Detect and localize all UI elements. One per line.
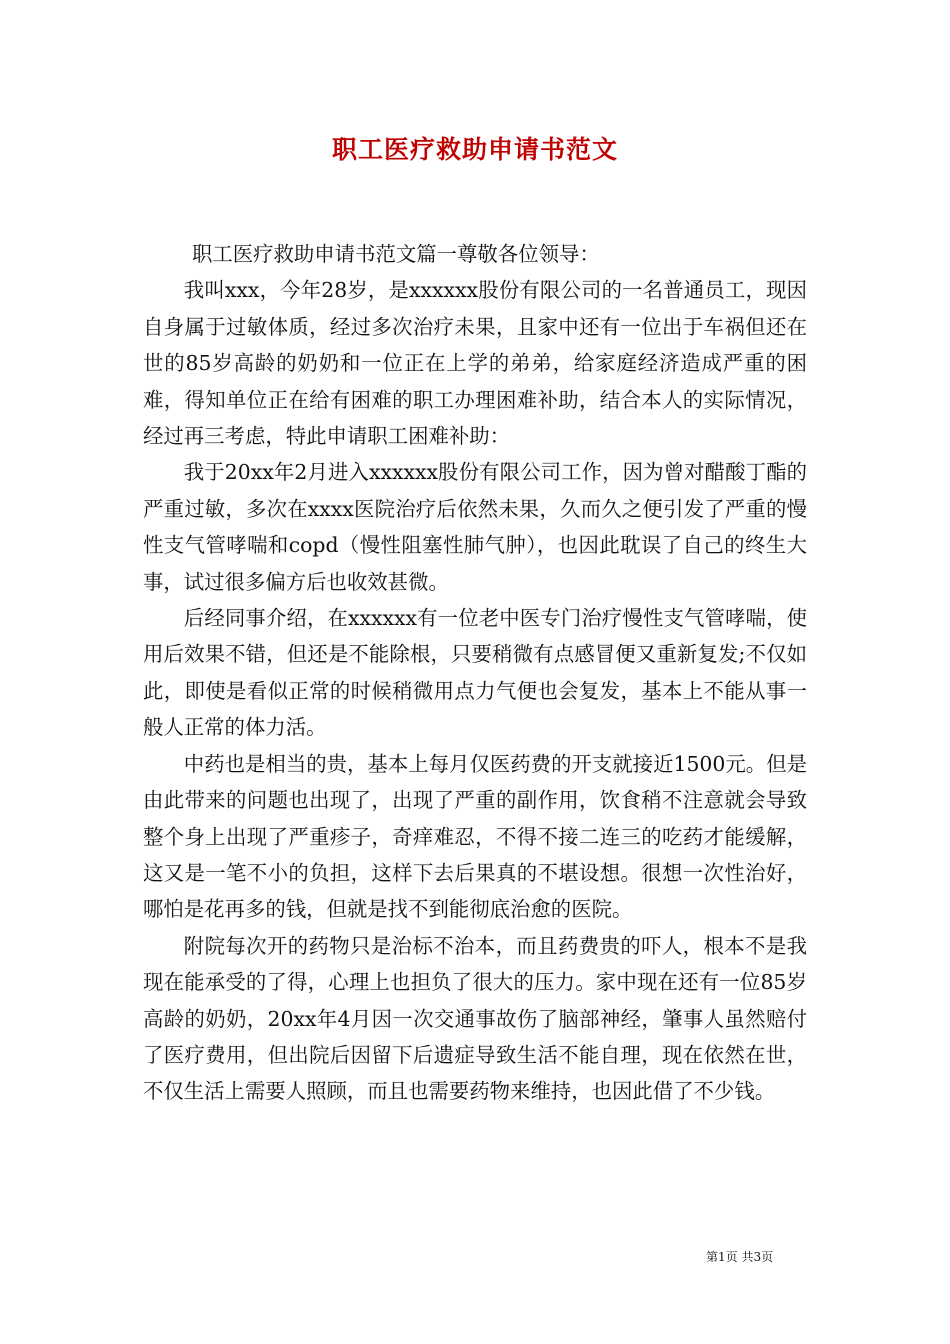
body-paragraph: 我叫xxx，今年28岁，是xxxxxx股份有限公司的一名普通员工，现因自身属于过敏体质，经过多次治疗未果，且家中还有一位出于车祸但还在世的85岁高龄的奶奶和一位正在上学的弟弟，给家庭经济造成严重的困难，得知单位正在给有困难的职工办理困难补助，结合本人的实际情况，经过再三考虑，特此申请职工困难补助： <box>143 278 807 449</box>
opening-paragraph: 职工医疗救助申请书范文篇一尊敬各位领导： <box>191 242 600 266</box>
body-paragraph: 后经同事介绍，在xxxxxx有一位老中医专门治疗慢性支气管哮喘，使用后效果不错，但还是不能除根，只要稍微有点感冒便又重新复发;不仅如此，即使是看似正常的时候稍微用点力气便也会复发，基本上不能从事一般人正常的体力活。 <box>143 606 807 740</box>
document-body <box>143 236 807 1110</box>
body-paragraph: 我于20xx年2月进入xxxxxx股份有限公司工作，因为曾对醋酸丁酯的严重过敏，多次在xxxx医院治疗后依然未果，久而久之便引发了严重的慢性支气管哮喘和copd（慢性阻塞性肺气肿），也因此耽误了自己的终生大事，试过很多偏方后也收效甚微。 <box>143 460 807 594</box>
body-paragraph: 中药也是相当的贵，基本上每月仅医药费的开支就接近1500元。但是由此带来的问题也出现了，出现了严重的副作用，饮食稍不注意就会导致整个身上出现了严重疹子，奇痒难忍，不得不接二连三的吃药才能缓解，这又是一笔不小的负担，这样下去后果真的不堪设想。很想一次性治好，哪怕是花再多的钱，但就是找不到能彻底治愈的医院。 <box>143 751 807 922</box>
body-paragraph: 附院每次开的药物只是治标不治本，而且药费贵的吓人，根本不是我现在能承受的了得，心理上也担负了很大的压力。家中现在还有一位85岁高龄的奶奶，20xx年4月因一次交通事故伤了脑部神经，肇事人虽然赔付了医疗费用，但出院后因留下后遗症导致生活不能自理，现在依然在世，不仅生活上需要人照顾，而且也需要药物来维持，也因此借了不少钱。 <box>143 933 807 1104</box>
document-title: 职工医疗救助申请书范文 <box>331 135 618 164</box>
page-number-indicator: 第1页 共3页 <box>706 1250 774 1264</box>
